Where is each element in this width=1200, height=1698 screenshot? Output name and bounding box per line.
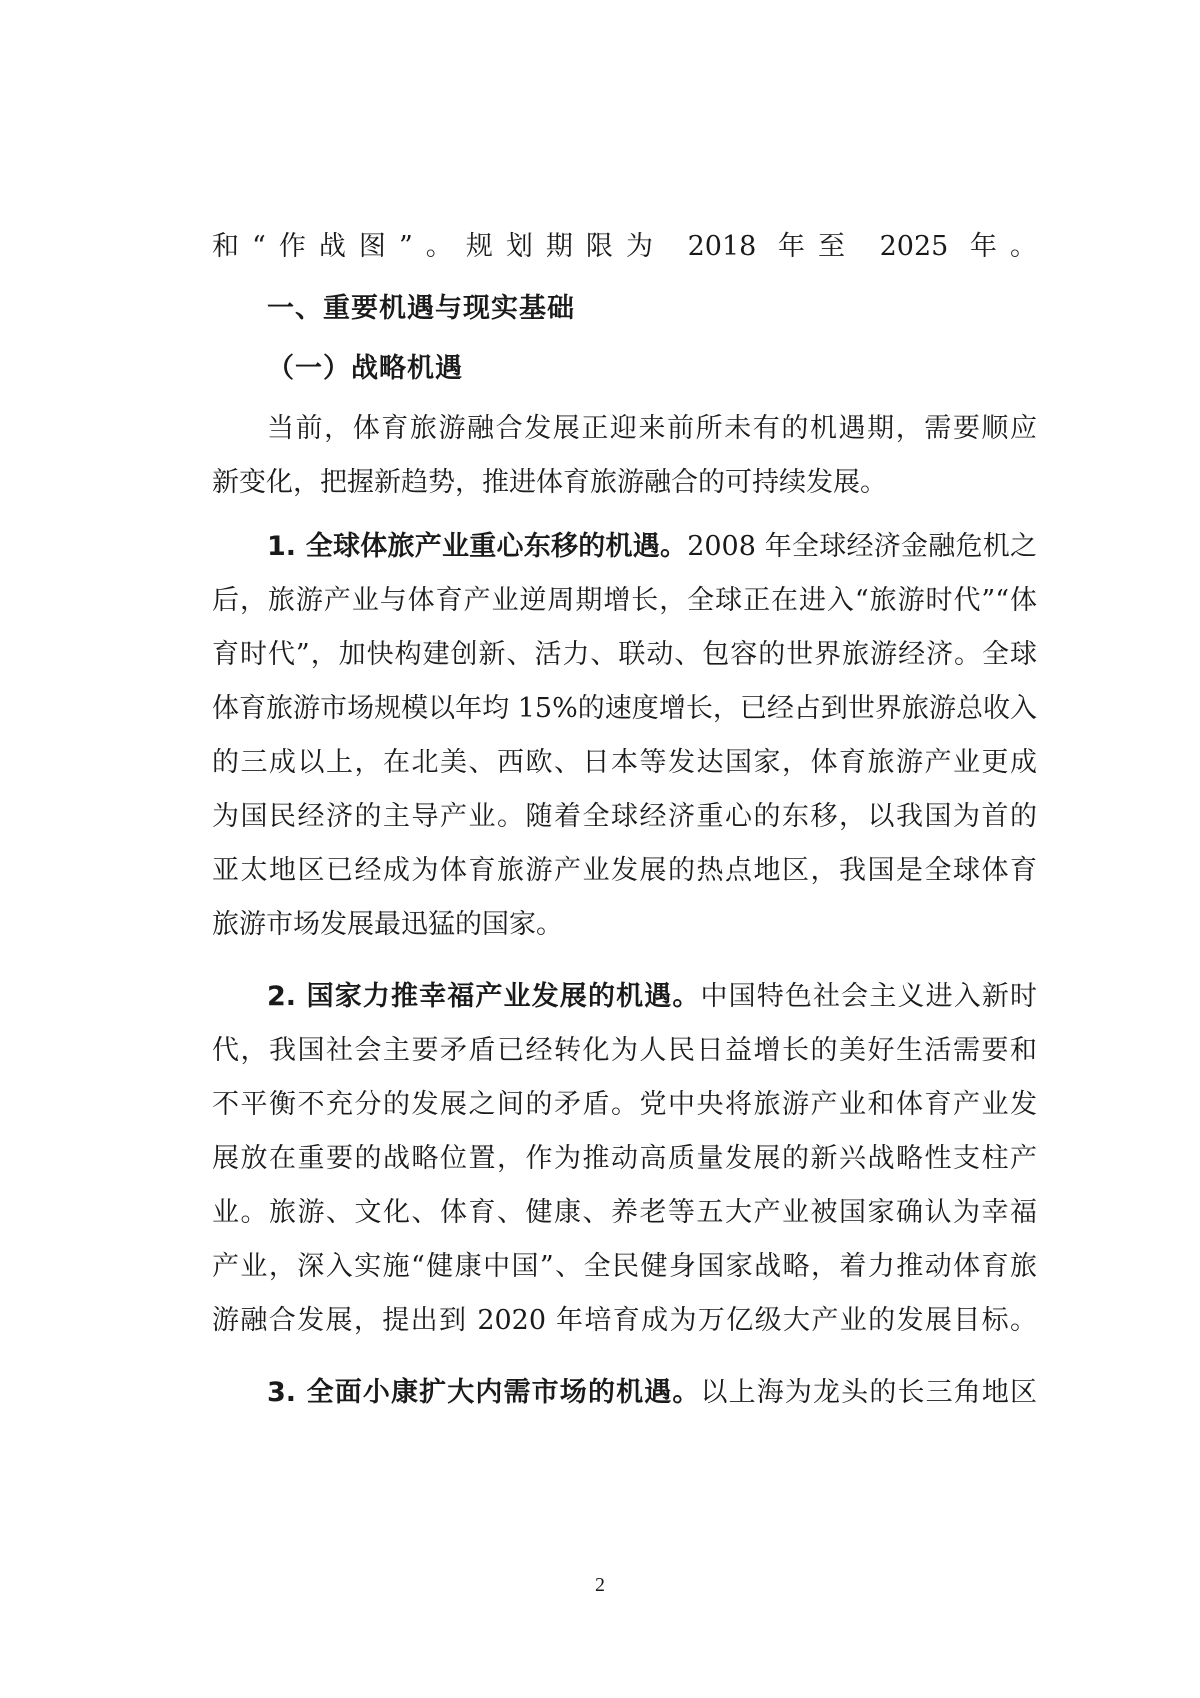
- item-line: 为国民经济的主导产业。随着全球经济重心的东移，以我国为首的: [212, 801, 1037, 832]
- item-lead: 3. 全面小康扩大内需市场的机遇。: [267, 1377, 701, 1408]
- item-first-line: [267, 1376, 1037, 1410]
- item-line: 亚太地区已经成为体育旅游产业发展的热点地区，我国是全球体育: [212, 855, 1037, 886]
- item-text: 以上海为龙头的长三角地区: [700, 1377, 1038, 1408]
- item-line: 产业，深入实施“健康中国”、全民健身国家战略，着力推动体育旅: [212, 1251, 1037, 1282]
- item-line: 不平衡不充分的发展之间的矛盾。党中央将旅游产业和体育产业发: [212, 1089, 1037, 1120]
- item-text: 中国特色社会主义进入新时: [700, 981, 1038, 1012]
- item-first-line: [267, 980, 1037, 1014]
- item-line: 业。旅游、文化、体育、健康、养老等五大产业被国家确认为幸福: [212, 1197, 1037, 1228]
- subsection-heading: （一）战略机遇: [267, 353, 463, 384]
- item-line: 旅游市场发展最迅猛的国家。: [212, 909, 563, 940]
- item-line: 展放在重要的战略位置，作为推动高质量发展的新兴战略性支柱产: [212, 1143, 1037, 1174]
- page-number: 2: [595, 1574, 605, 1596]
- section-heading: 一、重要机遇与现实基础: [267, 293, 575, 324]
- item-first-line: [267, 530, 1037, 564]
- intro-paragraph-line: 新变化，把握新趋势，推进体育旅游融合的可持续发展。: [212, 467, 887, 498]
- item-line: 代，我国社会主要矛盾已经转化为人民日益增长的美好生活需要和: [212, 1035, 1037, 1066]
- item-line: 游融合发展，提出到 2020 年培育成为万亿级大产业的发展目标。: [212, 1305, 1037, 1336]
- item-text: 2008 年全球经济金融危机之: [687, 531, 1037, 562]
- item-lead: 1. 全球体旅产业重心东移的机遇。: [267, 531, 688, 562]
- intro-line: 和“作战图”。规划期限为 2018 年至 2025 年。: [212, 231, 1037, 262]
- item-lead: 2. 国家力推幸福产业发展的机遇。: [267, 981, 701, 1012]
- item-line: 体育旅游市场规模以年均 15%的速度增长，已经占到世界旅游总收入: [212, 693, 1037, 724]
- item-line: 育时代”，加快构建创新、活力、联动、包容的世界旅游经济。全球: [212, 639, 1037, 670]
- item-line: 的三成以上，在北美、西欧、日本等发达国家，体育旅游产业更成: [212, 747, 1037, 778]
- item-line: 后，旅游产业与体育产业逆周期增长，全球正在进入“旅游时代”“体: [212, 585, 1037, 616]
- intro-paragraph-line: 当前，体育旅游融合发展正迎来前所未有的机遇期，需要顺应: [267, 413, 1037, 444]
